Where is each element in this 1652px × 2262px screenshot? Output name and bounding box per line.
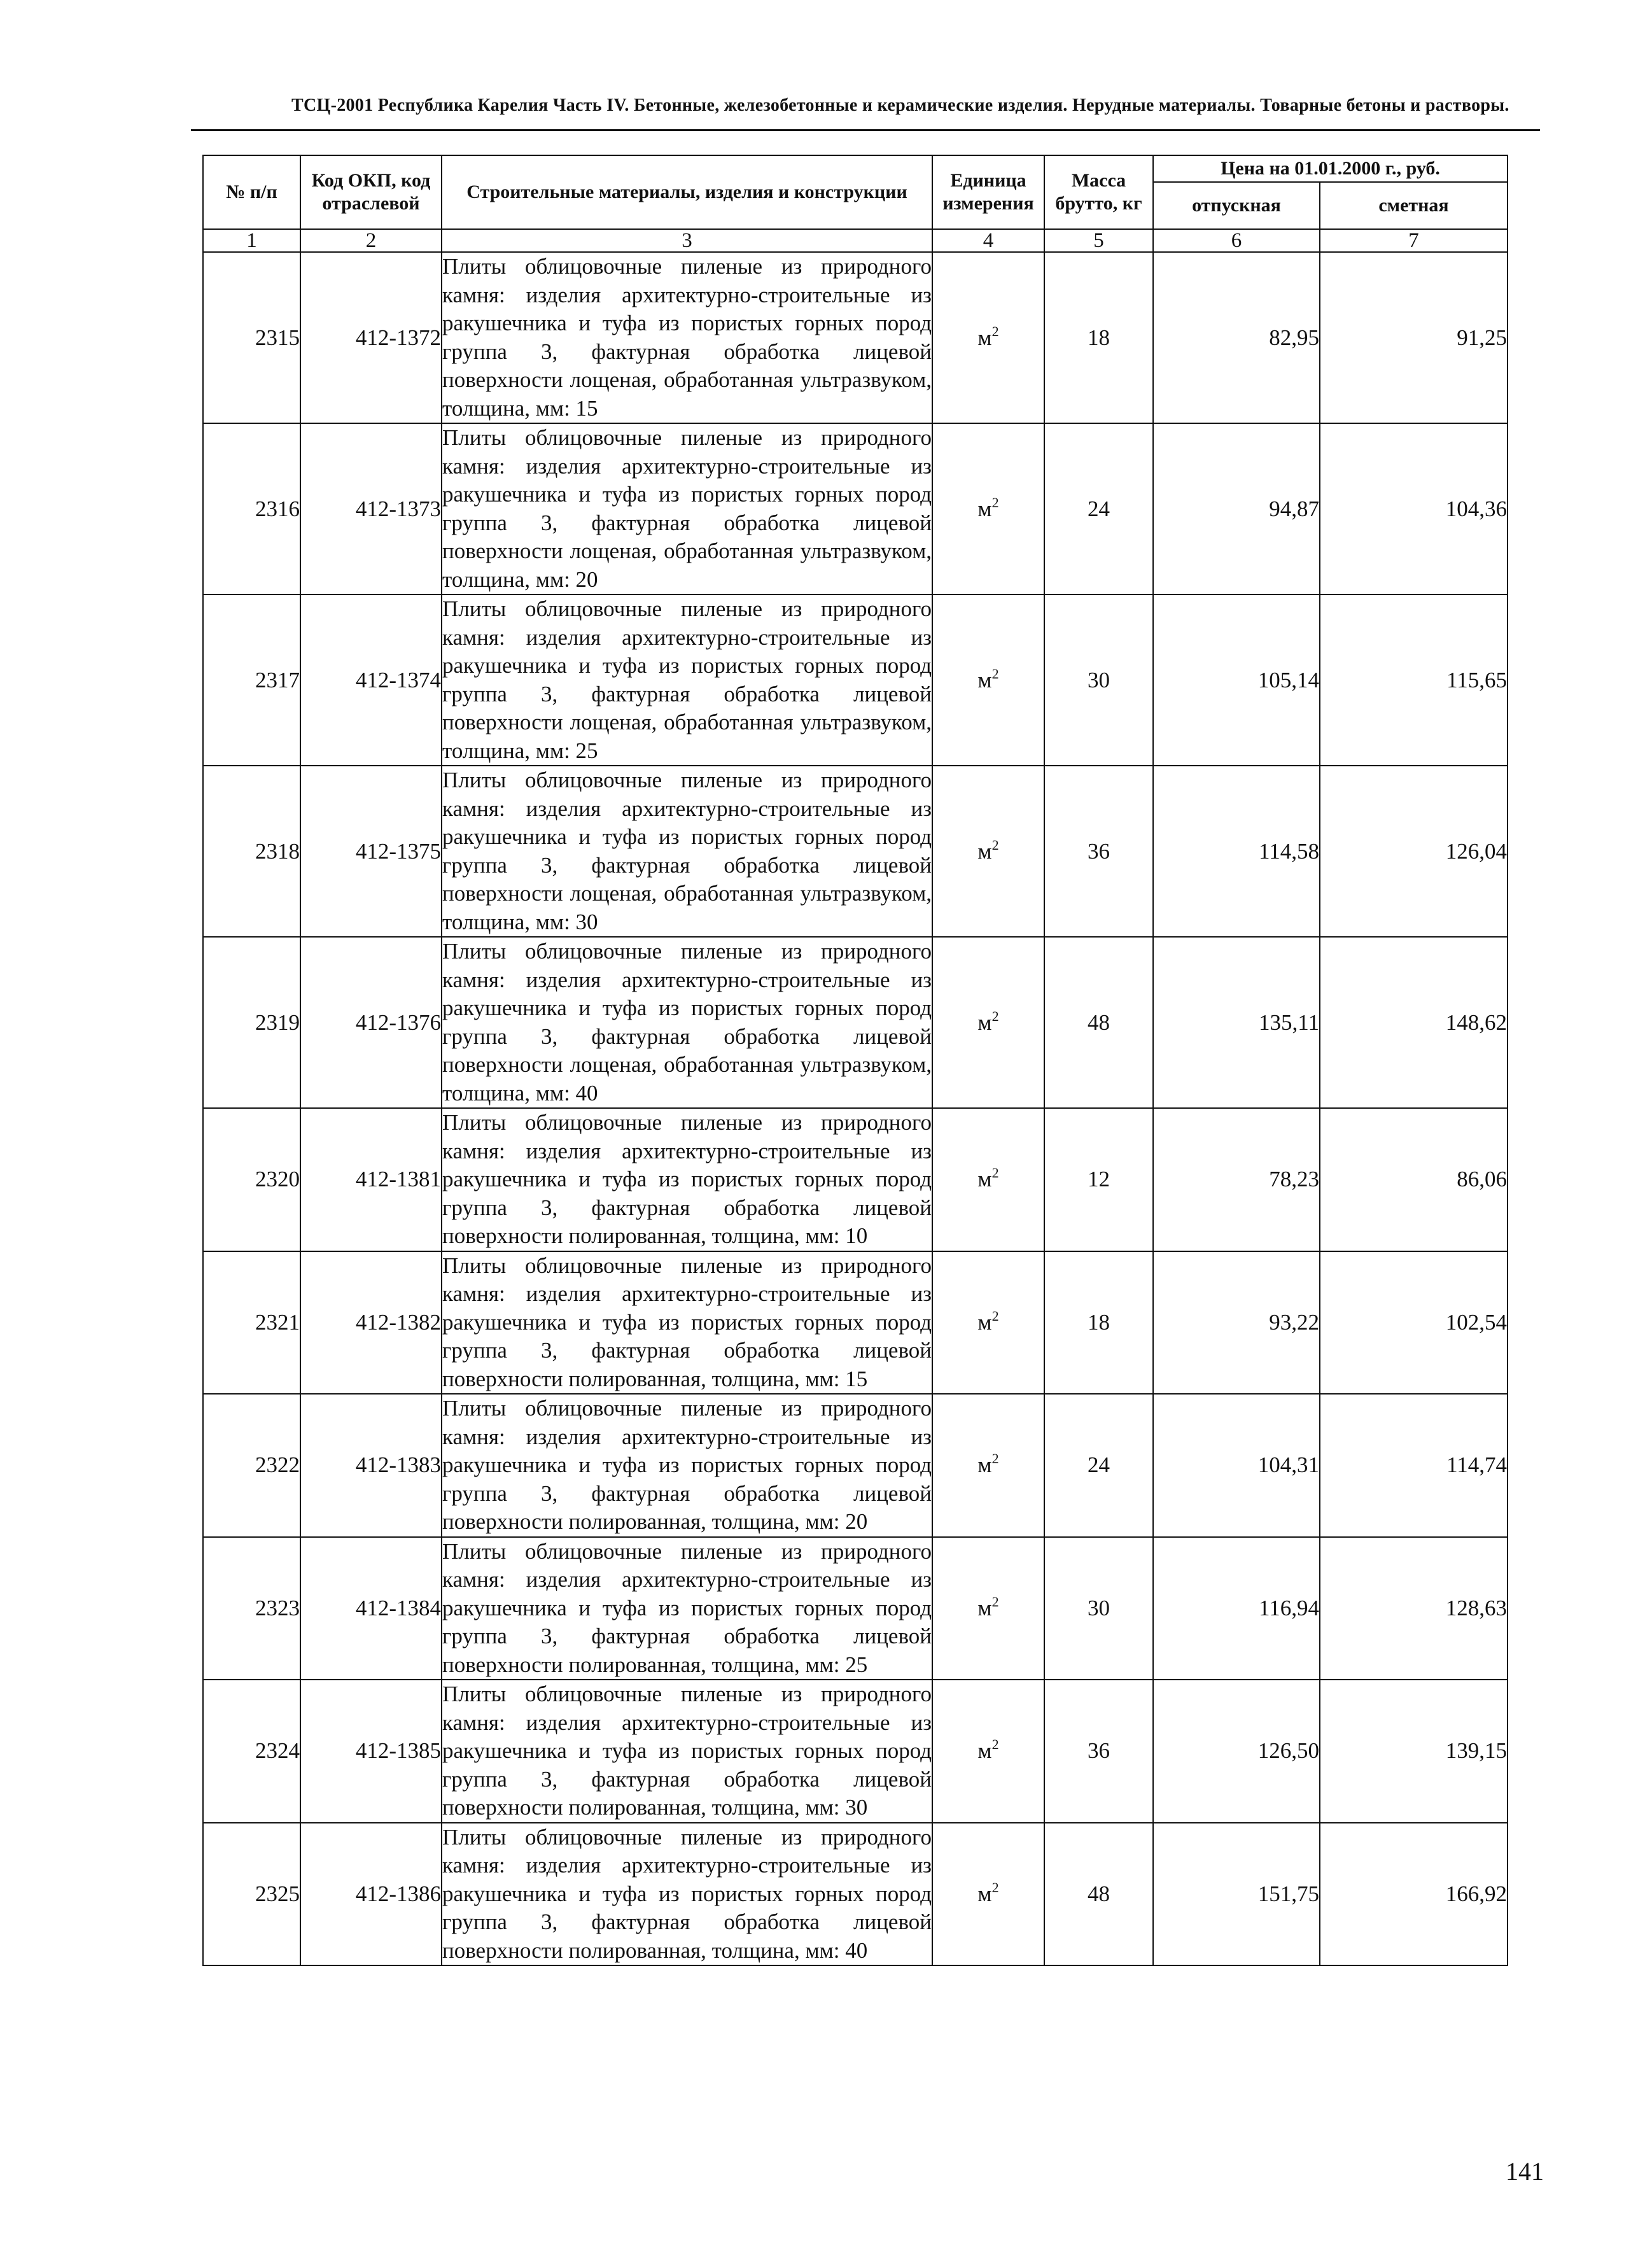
row-price-estimate: 91,25 — [1320, 252, 1508, 423]
row-number: 2317 — [203, 594, 300, 766]
row-price-estimate: 114,74 — [1320, 1394, 1508, 1537]
table-row — [203, 937, 1508, 1108]
row-unit — [932, 1537, 1044, 1680]
unit-base: м — [977, 1738, 992, 1764]
row-price-release: 126,50 — [1153, 1680, 1320, 1823]
table-body — [203, 252, 1508, 1965]
row-mass: 30 — [1044, 594, 1153, 766]
row-price-release: 114,58 — [1153, 766, 1320, 937]
table-row — [203, 252, 1508, 423]
row-price-release: 116,94 — [1153, 1537, 1320, 1680]
row-number: 2319 — [203, 937, 300, 1108]
row-description: Плиты облицовочные пиленые из природного камня: изделия архитектурно-строительные из ракушечника и туфа из пористых горных пород группа 3, фактурная обработка лицевой поверхности лощеная, обработанная ультразвуком, толщина, мм: 15 — [442, 252, 932, 423]
row-unit — [932, 252, 1044, 423]
row-unit — [932, 1823, 1044, 1966]
row-price-release: 78,23 — [1153, 1108, 1320, 1251]
unit-exponent: 2 — [991, 1593, 999, 1610]
unit-base: м — [977, 1452, 992, 1478]
row-number: 2324 — [203, 1680, 300, 1823]
unit-exponent: 2 — [991, 1008, 999, 1024]
table-row — [203, 1537, 1508, 1680]
unit-exponent: 2 — [991, 1307, 999, 1324]
row-unit — [932, 1394, 1044, 1537]
row-number: 2321 — [203, 1251, 300, 1394]
row-price-estimate: 139,15 — [1320, 1680, 1508, 1823]
row-code: 412-1376 — [300, 937, 442, 1108]
row-mass: 30 — [1044, 1537, 1153, 1680]
row-mass: 36 — [1044, 1680, 1153, 1823]
row-number: 2318 — [203, 766, 300, 937]
unit-base: м — [977, 1167, 992, 1192]
unit-exponent: 2 — [991, 836, 999, 853]
row-code: 412-1373 — [300, 423, 442, 594]
row-unit — [932, 937, 1044, 1108]
row-price-estimate: 102,54 — [1320, 1251, 1508, 1394]
table-row — [203, 1108, 1508, 1251]
unit-base: м — [977, 1881, 992, 1906]
unit-exponent: 2 — [991, 1736, 999, 1753]
row-number: 2322 — [203, 1394, 300, 1537]
header-unit: Единица измерения — [932, 155, 1044, 229]
column-number: 6 — [1153, 229, 1320, 252]
row-price-estimate: 115,65 — [1320, 594, 1508, 766]
row-code: 412-1385 — [300, 1680, 442, 1823]
row-code: 412-1386 — [300, 1823, 442, 1966]
table-row — [203, 594, 1508, 766]
row-code: 412-1372 — [300, 252, 442, 423]
row-price-release: 105,14 — [1153, 594, 1320, 766]
table-row — [203, 1823, 1508, 1966]
column-number: 4 — [932, 229, 1044, 252]
row-code: 412-1384 — [300, 1537, 442, 1680]
unit-base: м — [977, 838, 992, 864]
unit-base: м — [977, 496, 992, 521]
row-unit — [932, 1108, 1044, 1251]
table-row — [203, 1394, 1508, 1537]
row-number: 2315 — [203, 252, 300, 423]
column-number: 3 — [442, 229, 932, 252]
row-price-release: 94,87 — [1153, 423, 1320, 594]
row-price-release: 151,75 — [1153, 1823, 1320, 1966]
row-price-estimate: 126,04 — [1320, 766, 1508, 937]
row-mass: 18 — [1044, 1251, 1153, 1394]
row-price-estimate: 86,06 — [1320, 1108, 1508, 1251]
row-mass: 36 — [1044, 766, 1153, 937]
row-mass: 24 — [1044, 423, 1153, 594]
unit-exponent: 2 — [991, 1165, 999, 1181]
row-price-release: 82,95 — [1153, 252, 1320, 423]
row-code: 412-1375 — [300, 766, 442, 937]
row-price-estimate: 166,92 — [1320, 1823, 1508, 1966]
unit-exponent: 2 — [991, 1879, 999, 1895]
row-mass: 18 — [1044, 252, 1153, 423]
row-price-release: 135,11 — [1153, 937, 1320, 1108]
row-number: 2320 — [203, 1108, 300, 1251]
row-code: 412-1381 — [300, 1108, 442, 1251]
row-description: Плиты облицовочные пиленые из природного камня: изделия архитектурно-строительные из ракушечника и туфа из пористых горных пород группа 3, фактурная обработка лицевой поверхности лощеная, обработанная ультразвуком, толщина, мм: 30 — [442, 766, 932, 937]
unit-base: м — [977, 1009, 992, 1035]
row-mass: 24 — [1044, 1394, 1153, 1537]
column-number: 5 — [1044, 229, 1153, 252]
row-description: Плиты облицовочные пиленые из природного камня: изделия архитектурно-строительные из ракушечника и туфа из пористых горных пород группа 3, фактурная обработка лицевой поверхности полированная, толщина, мм: 10 — [442, 1108, 932, 1251]
row-price-release: 93,22 — [1153, 1251, 1320, 1394]
row-mass: 48 — [1044, 1823, 1153, 1966]
header-number: № п/п — [203, 155, 300, 229]
row-unit — [932, 766, 1044, 937]
row-code: 412-1382 — [300, 1251, 442, 1394]
unit-exponent: 2 — [991, 1451, 999, 1467]
row-number: 2323 — [203, 1537, 300, 1680]
row-description: Плиты облицовочные пиленые из природного камня: изделия архитектурно-строительные из ракушечника и туфа из пористых горных пород группа 3, фактурная обработка лицевой поверхности лощеная, обработанная ультразвуком, толщина, мм: 20 — [442, 423, 932, 594]
row-description: Плиты облицовочные пиленые из природного камня: изделия архитектурно-строительные из ракушечника и туфа из пористых горных пород группа 3, фактурная обработка лицевой поверхности полированная, толщина, мм: 25 — [442, 1537, 932, 1680]
row-description: Плиты облицовочные пиленые из природного камня: изделия архитектурно-строительные из ракушечника и туфа из пористых горных пород группа 3, фактурная обработка лицевой поверхности полированная, толщина, мм: 40 — [442, 1823, 932, 1966]
unit-base: м — [977, 325, 992, 350]
header-divider — [191, 129, 1540, 131]
row-description: Плиты облицовочные пиленые из природного камня: изделия архитектурно-строительные из ракушечника и туфа из пористых горных пород группа 3, фактурная обработка лицевой поверхности полированная, толщина, мм: 30 — [442, 1680, 932, 1823]
row-code: 412-1383 — [300, 1394, 442, 1537]
row-unit — [932, 423, 1044, 594]
header-mass: Масса брутто, кг — [1044, 155, 1153, 229]
unit-exponent: 2 — [991, 323, 999, 339]
unit-base: м — [977, 1595, 992, 1620]
page-header-title: ТСЦ-2001 Республика Карелия Часть IV. Бетонные, железобетонные и керамические изделия. Нерудные материалы. Товарные бетоны и растворы. — [291, 95, 1509, 115]
header-price-release: отпускная — [1153, 182, 1320, 229]
column-number: 2 — [300, 229, 442, 252]
table-row — [203, 1251, 1508, 1394]
header-code: Код ОКП, код отраслевой — [300, 155, 442, 229]
row-price-release: 104,31 — [1153, 1394, 1320, 1537]
row-unit — [932, 1251, 1044, 1394]
row-description: Плиты облицовочные пиленые из природного камня: изделия архитектурно-строительные из ракушечника и туфа из пористых горных пород группа 3, фактурная обработка лицевой поверхности полированная, толщина, мм: 15 — [442, 1251, 932, 1394]
price-table — [202, 155, 1508, 1966]
row-description: Плиты облицовочные пиленые из природного камня: изделия архитектурно-строительные из ракушечника и туфа из пористых горных пород группа 3, фактурная обработка лицевой поверхности лощеная, обработанная ультразвуком, толщина, мм: 40 — [442, 937, 932, 1108]
row-code: 412-1374 — [300, 594, 442, 766]
table-row — [203, 766, 1508, 937]
header-materials: Строительные материалы, изделия и конструкции — [442, 155, 932, 229]
unit-exponent: 2 — [991, 494, 999, 510]
header-price-group: Цена на 01.01.2000 г., руб. — [1153, 155, 1508, 182]
row-unit — [932, 594, 1044, 766]
table-row — [203, 423, 1508, 594]
header-price-estimate: сметная — [1320, 182, 1508, 229]
column-number: 7 — [1320, 229, 1508, 252]
row-mass: 48 — [1044, 937, 1153, 1108]
column-number: 1 — [203, 229, 300, 252]
row-price-estimate: 128,63 — [1320, 1537, 1508, 1680]
row-description: Плиты облицовочные пиленые из природного камня: изделия архитектурно-строительные из ракушечника и туфа из пористых горных пород группа 3, фактурная обработка лицевой поверхности полированная, толщина, мм: 20 — [442, 1394, 932, 1537]
table-row — [203, 1680, 1508, 1823]
row-price-estimate: 104,36 — [1320, 423, 1508, 594]
row-description: Плиты облицовочные пиленые из природного камня: изделия архитектурно-строительные из ракушечника и туфа из пористых горных пород группа 3, фактурная обработка лицевой поверхности лощеная, обработанная ультразвуком, толщина, мм: 25 — [442, 594, 932, 766]
page-number: 141 — [1506, 2157, 1544, 2186]
unit-base: м — [977, 667, 992, 692]
row-mass: 12 — [1044, 1108, 1153, 1251]
row-number: 2325 — [203, 1823, 300, 1966]
row-unit — [932, 1680, 1044, 1823]
row-number: 2316 — [203, 423, 300, 594]
unit-exponent: 2 — [991, 665, 999, 682]
unit-base: м — [977, 1309, 992, 1335]
row-price-estimate: 148,62 — [1320, 937, 1508, 1108]
